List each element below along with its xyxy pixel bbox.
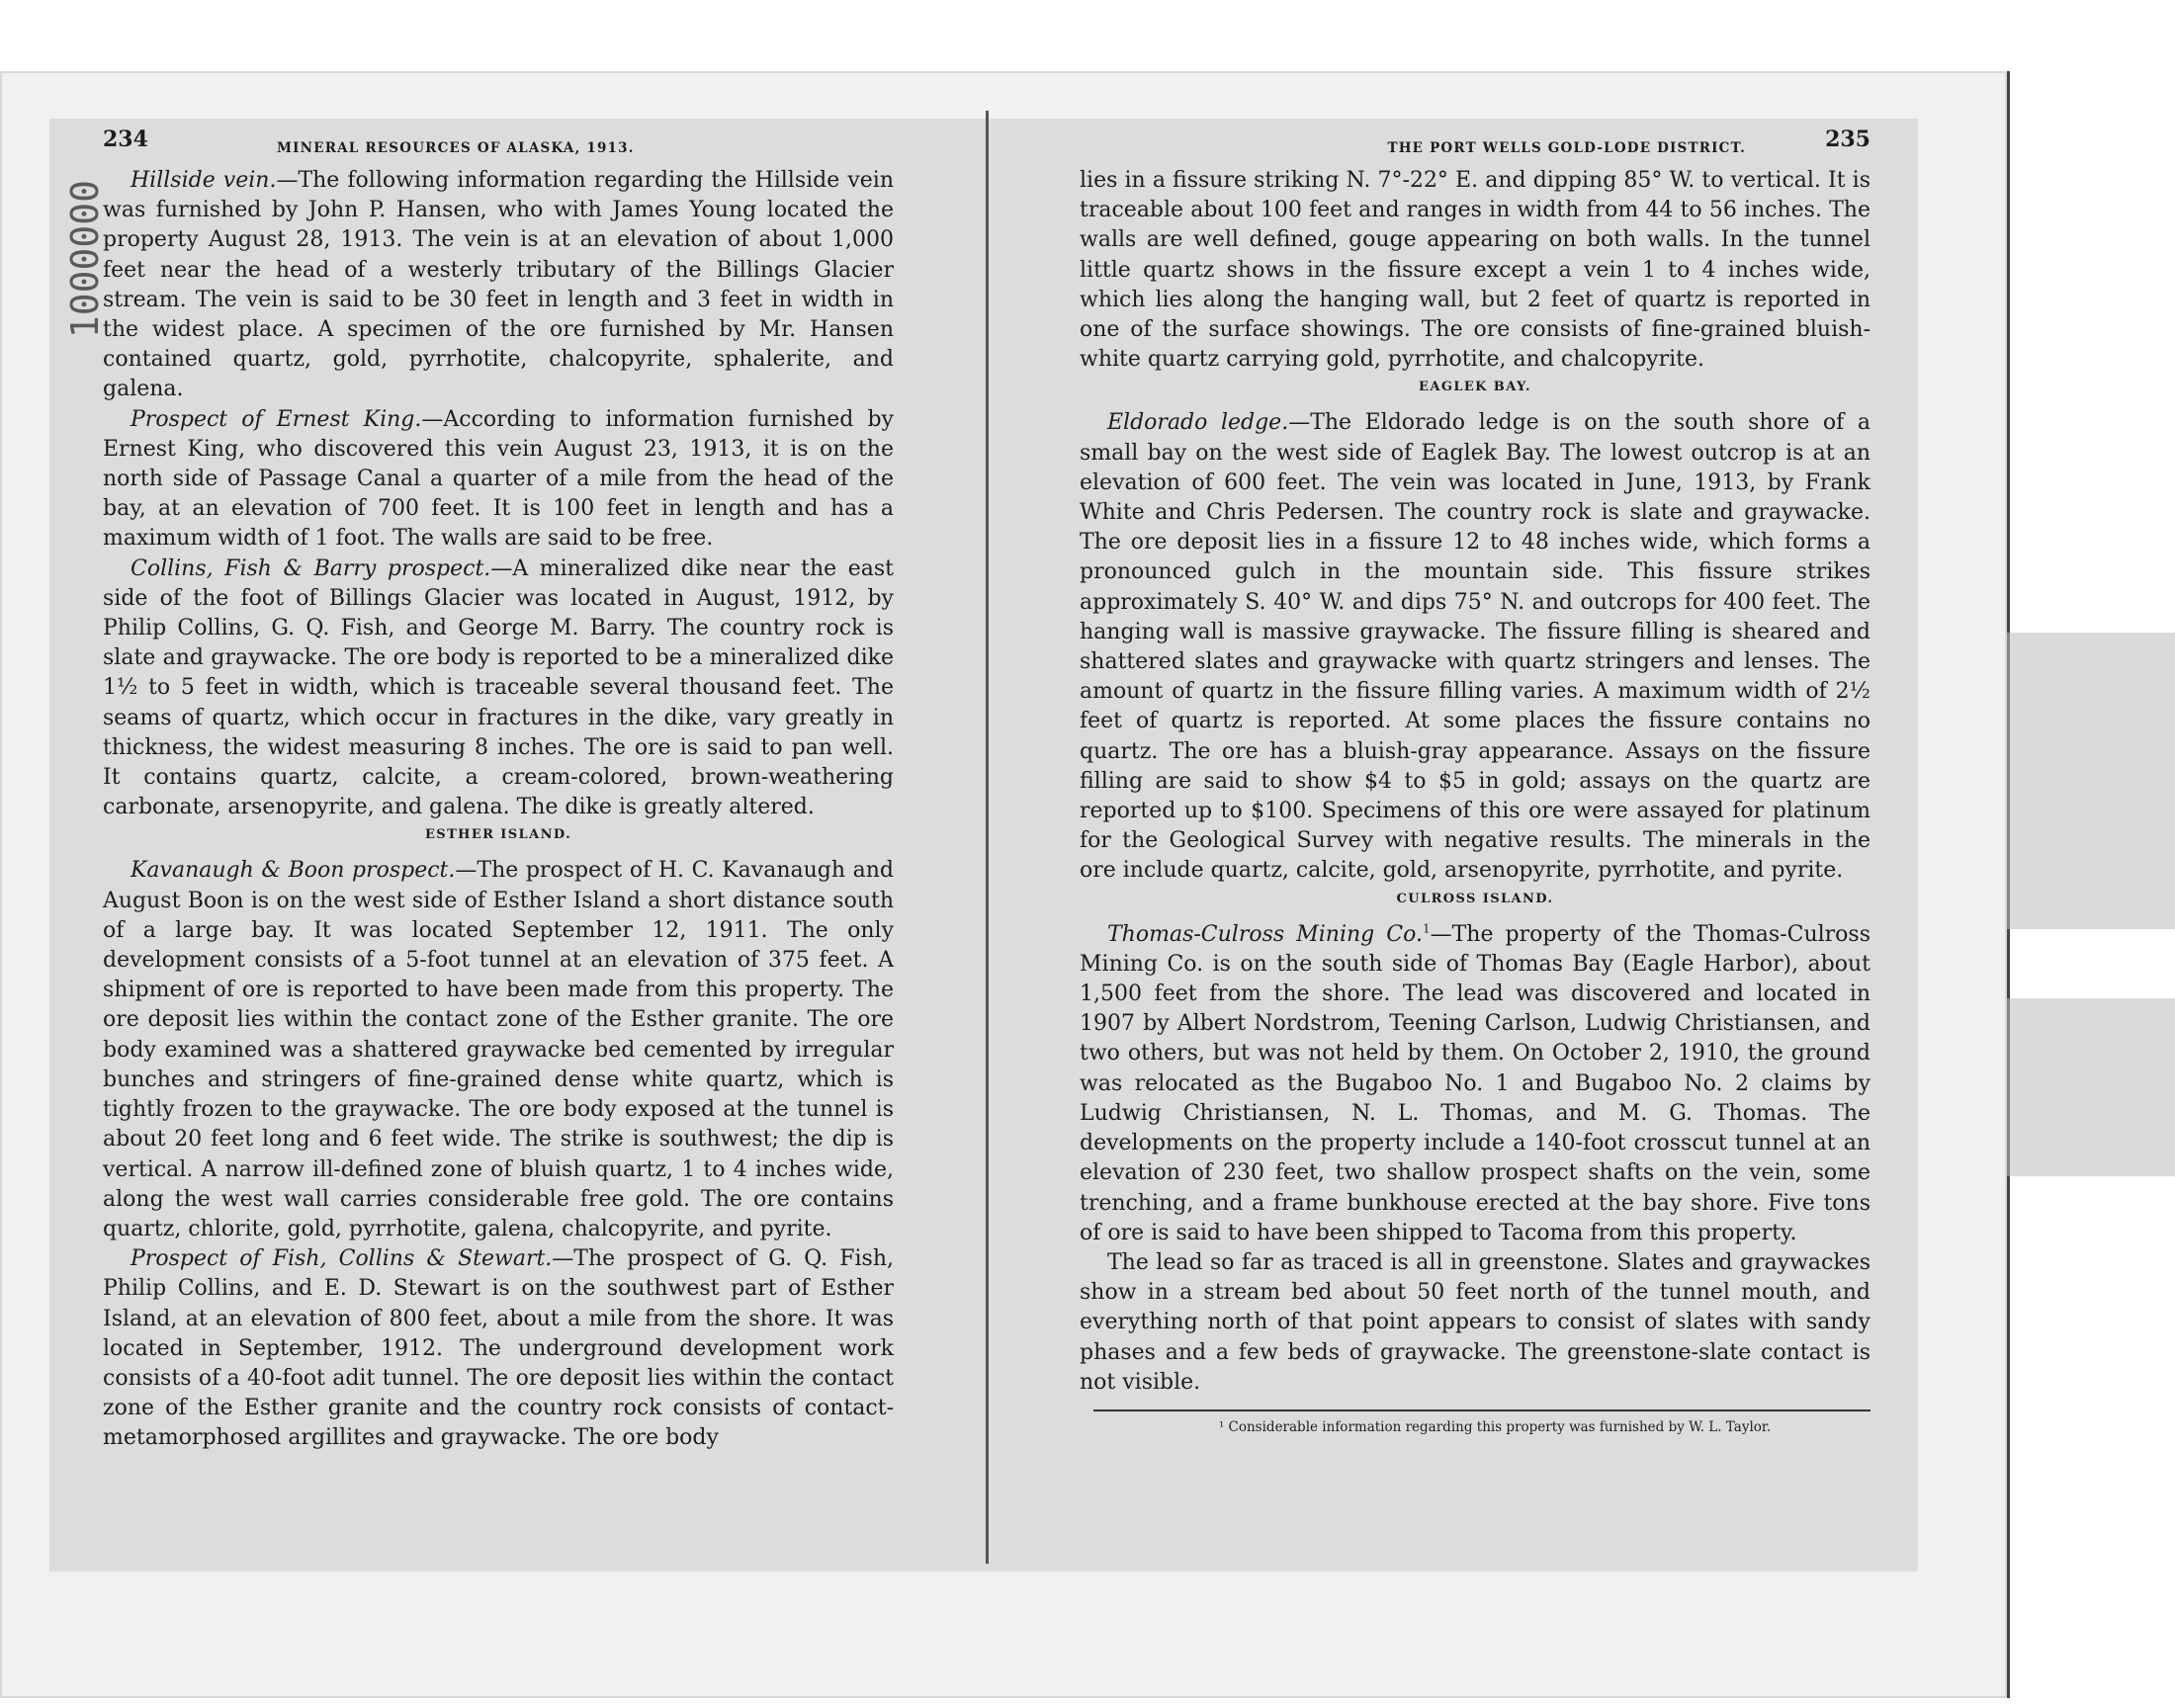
- paragraph: Eldorado ledge.—The Eldorado ledge is on the south shore of a small bay on the west side of Eaglek Bay. The lowest outcrop is at an elevation of 600 feet. The vein was located in June, 1913, by Frank White and Chris Pedersen. The country rock is slate and graywacke. The ore deposit lies in a fissure 12 to 48 inches wide, which forms a pronounced gulch in the mountain side. This fissure strikes approximately S. 40° W. and dips 75° N. and outcrops for 400 feet. The hanging wall is massive graywacke. The fissure filling is sheared and shattered slates and graywacke with quartz stringers and lenses. The amount of quartz in the fissure filling varies. A maximum width of 2½ feet of quartz is reported. At some places the fissure contains no quartz. The ore has a bluish-gray appearance. Assays on the fissure filling are said to show $4 to $5 in gold; assays on the quartz are reported up to $100. Specimens of this ore were assayed for platinum for the Geological Survey with negative results. The minerals in the ore include quartz, calcite, gold, arsenopyrite, pyrrhotite, and pyrite.: [1080, 410, 1870, 884]
- right-page: [1080, 127, 1871, 1437]
- paragraph: Collins, Fish & Barry prospect.—A mineralized dike near the east side of the foot of Billings Glacier was located in August, 1912, by Philip Collins, G. Q. Fish, and George M. Barry. The country rock is slate and graywacke. The ore body is reported to be a mineralized dike 1½ to 5 feet in width, which is traceable several thousand feet. The seams of quartz, which occur in fractures in the dike, vary greatly in thickness, the widest measuring 8 inches. The ore is said to pan well. It contains quartz, calcite, a cream-colored, brown-weathering carbonate, arsenopyrite, and galena. The dike is greatly altered.: [103, 555, 894, 820]
- page-number: 235: [1825, 127, 1870, 152]
- left-running-head: [103, 127, 894, 166]
- archive-stamp: 1000000: [63, 180, 107, 339]
- page-gutter: [986, 111, 989, 1564]
- scan-edge-streak: [2007, 998, 2175, 1176]
- left-page: [103, 127, 894, 1454]
- running-title: MINERAL RESOURCES OF ALASKA, 1913.: [277, 140, 635, 156]
- right-running-head: [1080, 127, 1870, 166]
- scan-edge-streak: [2007, 633, 2175, 929]
- paragraph: lies in a fissure striking N. 7°-22° E. and dipping 85° W. to vertical. It is traceable about 100 feet and ranges in width from 44 to 56 inches. The walls are well defined, gouge appearing on both walls. In the tunnel little quartz shows in the fissure except a vein 1 to 4 inches wide, which lies along the hanging wall, but 2 feet of quartz is reported in one of the surface showings. The ore consists of fine-grained bluish-white quartz carrying gold, pyrrhotite, and chalcopyrite.: [1080, 168, 1870, 373]
- paragraph: Kavanaugh & Boon prospect.—The prospect of H. C. Kavanaugh and August Boon is on the west side of Esther Island a short distance south of a large bay. It was located September 12, 1911. The only development consists of a 5-foot tunnel at an elevation of 375 feet. A shipment of ore is reported to have been made from this property. The ore deposit lies within the contact zone of the Esther granite. The ore body examined was a shattered graywacke bed cemented by irregular bunches and stringers of fine-grained dense white quartz, which is tightly frozen to the graywacke. The ore body exposed at the tunnel is about 20 feet long and 6 feet wide. The strike is southwest; the dip is vertical. A narrow ill-defined zone of bluish quartz, 1 to 4 inches wide, along the west wall carries considerable free gold. The ore contains quartz, chlorite, gold, pyrrhotite, galena, chalcopyrite, and pyrite.: [103, 858, 894, 1241]
- running-title: THE PORT WELLS GOLD-LODE DISTRICT.: [1387, 140, 1746, 156]
- section-heading: CULROSS ISLAND.: [1396, 891, 1554, 906]
- footnote-rule: [1093, 1409, 1870, 1411]
- paragraph: Prospect of Ernest King.—According to information furnished by Ernest King, who discovered this vein August 23, 1913, it is on the north side of Passage Canal a quarter of a mile from the head of the bay, at an elevation of 700 feet. It is 100 feet in length and has a maximum width of 1 foot. The walls are said to be free.: [103, 406, 894, 552]
- footnote-marker: 1: [1422, 921, 1431, 936]
- section-heading: ESTHER ISLAND.: [424, 827, 571, 843]
- page-number: 234: [103, 127, 148, 152]
- paragraph: Hillside vein.—The following information regarding the Hillside vein was furnished by John P. Hansen, who with James Young located the property August 28, 1913. The vein is at an elevation of about 1,000 feet near the head of a westerly tributary of the Billings Glacier stream. The vein is said to be 30 feet in length and 3 feet in width in the widest place. A specimen of the ore furnished by Mr. Hansen contained quartz, gold, pyrrhotite, chalcopyrite, sphalerite, and galena.: [103, 168, 894, 402]
- section-heading: EAGLEK BAY.: [1419, 380, 1531, 395]
- paragraph: Prospect of Fish, Collins & Stewart.—The prospect of G. Q. Fish, Philip Collins, and E. D. Stewart is on the southwest part of Esther Island, at an elevation of 800 feet, about a mile from the shore. It was located in September, 1912. The underground development work consists of a 40-foot adit tunnel. The ore deposit lies within the contact zone of the Esther granite and the country rock consists of contact-metamorphosed argillites and graywacke. The ore body: [103, 1246, 894, 1451]
- paragraph: The lead so far as traced is all in greenstone. Slates and graywackes show in a stream bed about 50 feet north of the tunnel mouth, and everything north of that point appears to consist of slates with sandy phases and a few beds of graywacke. The greenstone-slate contact is not visible.: [1080, 1249, 1870, 1395]
- footnote: ¹ Considerable information regarding this property was furnished by W. L. Taylor.: [1218, 1418, 1772, 1435]
- paragraph: Thomas-Culross Mining Co.$^1$—The property of the Thomas-Culross Mining Co. is on the south side of Thomas Bay (Eagle Harbor), about 1,500 feet from the shore. The lead was discovered and located in 1907 by Albert Nordstrom, Teening Carlson, Ludwig Christiansen, and two others, but was not held by them. On October 2, 1910, the ground was relocated as the Bugaboo No. 1 and Bugaboo No. 2 claims by Ludwig Christiansen, N. L. Thomas, and M. G. Thomas. The developments on the property include a 140-foot crosscut tunnel at an elevation of 230 feet, two shallow prospect shafts on the vein, some trenching, and a frame bunkhouse erected at the bay shore. Five tons of ore is said to have been shipped to Tacoma from this property.: [1080, 921, 1871, 1245]
